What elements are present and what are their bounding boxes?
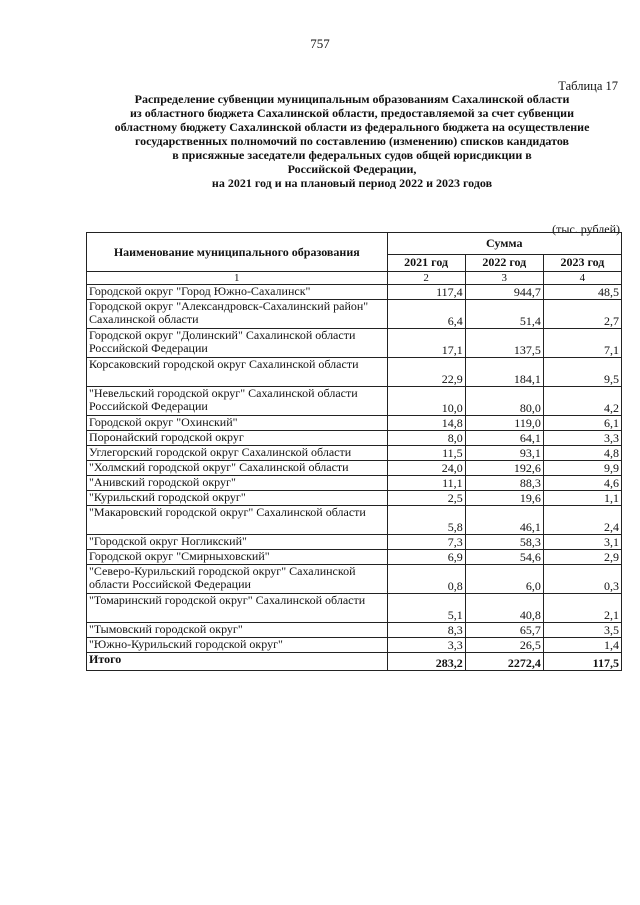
title-line: из областного бюджета Сахалинской области, предоставляемой за счет субвенции — [129, 106, 575, 120]
value-2023: 6,1 — [543, 416, 621, 431]
header-index: 2 — [387, 272, 465, 285]
table-row — [87, 550, 622, 565]
municipality-name: "Городской округ Ногликский" — [87, 535, 388, 550]
header-name: Наименование муниципального образования — [87, 233, 388, 272]
value-2022: 58,3 — [465, 535, 543, 550]
value-2023: 1,4 — [543, 638, 621, 653]
value-2022: 93,1 — [465, 446, 543, 461]
value-2021: 22,9 — [387, 358, 465, 387]
value-2022: 26,5 — [465, 638, 543, 653]
value-2023: 7,1 — [543, 329, 621, 358]
value-2021: 7,3 — [387, 535, 465, 550]
table-row — [87, 387, 622, 416]
municipality-name: "Южно-Курильский городской округ" — [87, 638, 388, 653]
value-2021: 6,4 — [387, 300, 465, 329]
title-line: областному бюджету Сахалинской области из федерального бюджета на осуществление — [114, 120, 590, 134]
value-2021: 24,0 — [387, 461, 465, 476]
municipality-name: Городской округ "Охинский" — [87, 416, 388, 431]
title-line: на 2021 год и на плановый период 2022 и 2023 годов — [211, 176, 493, 190]
municipality-name: "Тымовский городской округ" — [87, 623, 388, 638]
municipality-name: "Анивский городской округ" — [87, 476, 388, 491]
municipality-name: Углегорский городской округ Сахалинской области — [87, 446, 388, 461]
header-index: 3 — [465, 272, 543, 285]
value-2023: 3,5 — [543, 623, 621, 638]
value-2023: 2,1 — [543, 594, 621, 623]
value-2023: 4,8 — [543, 446, 621, 461]
title-line: Российской Федерации, — [287, 162, 417, 176]
value-2023: 4,6 — [543, 476, 621, 491]
municipality-name: Корсаковский городской округ Сахалинской области — [87, 358, 388, 387]
value-2023: 3,3 — [543, 431, 621, 446]
table-row — [87, 431, 622, 446]
municipality-name: "Северо-Курильский городской округ" Сахалинской области Российской Федерации — [87, 565, 388, 594]
value-2023: 2,9 — [543, 550, 621, 565]
table-row — [87, 285, 622, 300]
table-row — [87, 461, 622, 476]
value-2022: 119,0 — [465, 416, 543, 431]
total-2023: 117,5 — [543, 653, 621, 671]
municipality-name: Городской округ "Долинский" Сахалинской области Российской Федерации — [87, 329, 388, 358]
value-2022: 944,7 — [465, 285, 543, 300]
value-2021: 17,1 — [387, 329, 465, 358]
units-label: (тыс. рублей) — [552, 222, 620, 236]
header-index: 1 — [87, 272, 388, 285]
table-label: Таблица 17 — [558, 79, 618, 93]
value-2021: 10,0 — [387, 387, 465, 416]
value-2023: 2,4 — [543, 506, 621, 535]
value-2022: 88,3 — [465, 476, 543, 491]
subsidy-table — [86, 232, 622, 671]
title-line: государственных полномочий по составлению (изменению) списков кандидатов — [134, 134, 569, 148]
title-line: Распределение субвенции муниципальным образованиям Сахалинской области — [134, 92, 570, 106]
value-2022: 65,7 — [465, 623, 543, 638]
table-row — [87, 416, 622, 431]
value-2023: 48,5 — [543, 285, 621, 300]
municipality-name: Поронайский городской округ — [87, 431, 388, 446]
value-2022: 19,6 — [465, 491, 543, 506]
value-2022: 64,1 — [465, 431, 543, 446]
total-2021: 283,2 — [387, 653, 465, 671]
value-2021: 8,3 — [387, 623, 465, 638]
table-row — [87, 300, 622, 329]
value-2021: 14,8 — [387, 416, 465, 431]
value-2022: 80,0 — [465, 387, 543, 416]
table-row — [87, 594, 622, 623]
table-row — [87, 476, 622, 491]
value-2022: 54,6 — [465, 550, 543, 565]
table-row — [87, 623, 622, 638]
value-2021: 0,8 — [387, 565, 465, 594]
total-label: Итого — [87, 653, 388, 671]
document-title — [88, 92, 616, 190]
municipality-name: "Курильский городской округ" — [87, 491, 388, 506]
value-2023: 0,3 — [543, 565, 621, 594]
table-row — [87, 358, 622, 387]
value-2023: 4,2 — [543, 387, 621, 416]
title-line: в присяжные заседатели федеральных судов общей юрисдикции в — [172, 148, 532, 162]
municipality-name: "Макаровский городской округ" Сахалинской области — [87, 506, 388, 535]
value-2022: 46,1 — [465, 506, 543, 535]
value-2021: 117,4 — [387, 285, 465, 300]
value-2023: 2,7 — [543, 300, 621, 329]
table-row — [87, 506, 622, 535]
value-2021: 5,1 — [387, 594, 465, 623]
value-2023: 3,1 — [543, 535, 621, 550]
municipality-name: Городской округ "Город Южно-Сахалинск" — [87, 285, 388, 300]
municipality-name: "Невельский городской округ" Сахалинской области Российской Федерации — [87, 387, 388, 416]
value-2022: 192,6 — [465, 461, 543, 476]
table-row — [87, 446, 622, 461]
value-2023: 9,9 — [543, 461, 621, 476]
header-sum: Сумма — [387, 233, 621, 255]
header-year-2021: 2021 год — [387, 254, 465, 271]
header-year-2023: 2023 год — [543, 254, 621, 271]
value-2023: 1,1 — [543, 491, 621, 506]
municipality-name: Городской округ "Александровск-Сахалинский район" Сахалинской области — [87, 300, 388, 329]
value-2021: 6,9 — [387, 550, 465, 565]
value-2021: 3,3 — [387, 638, 465, 653]
value-2022: 137,5 — [465, 329, 543, 358]
municipality-name: Городской округ "Смирныховский" — [87, 550, 388, 565]
municipality-name: "Томаринский городской округ" Сахалинской области — [87, 594, 388, 623]
value-2022: 51,4 — [465, 300, 543, 329]
header-year-2022: 2022 год — [465, 254, 543, 271]
value-2021: 11,1 — [387, 476, 465, 491]
value-2022: 40,8 — [465, 594, 543, 623]
value-2021: 2,5 — [387, 491, 465, 506]
table-row — [87, 638, 622, 653]
table-row — [87, 565, 622, 594]
value-2021: 8,0 — [387, 431, 465, 446]
total-2022: 2272,4 — [465, 653, 543, 671]
value-2022: 184,1 — [465, 358, 543, 387]
header-index: 4 — [543, 272, 621, 285]
value-2021: 5,8 — [387, 506, 465, 535]
municipality-name: "Холмский городской округ" Сахалинской области — [87, 461, 388, 476]
value-2022: 6,0 — [465, 565, 543, 594]
table-row — [87, 329, 622, 358]
value-2021: 11,5 — [387, 446, 465, 461]
total-row — [87, 653, 622, 671]
table-row — [87, 535, 622, 550]
page-number: 757 — [310, 36, 330, 51]
value-2023: 9,5 — [543, 358, 621, 387]
table-row — [87, 491, 622, 506]
